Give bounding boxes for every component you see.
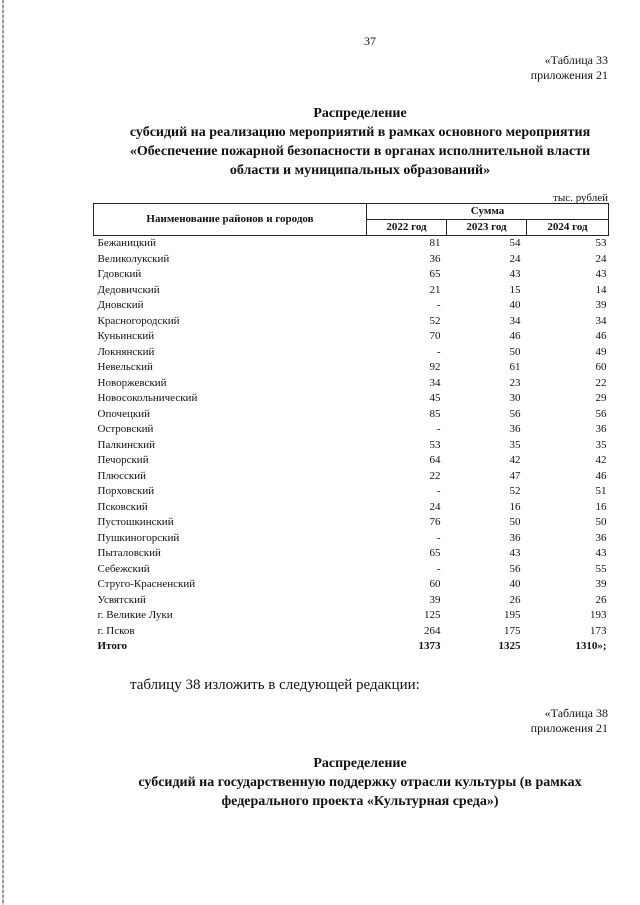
heading-table-38-line3: федерального проекта «Культурная среда») [221, 794, 499, 809]
amount-cell: - [436, 562, 441, 575]
amount-cell: 43 [595, 547, 607, 559]
amount-cell: 50 [509, 345, 521, 358]
amount-cell: 264 [424, 624, 441, 637]
amount-cell: 56 [509, 407, 521, 420]
amount-cell: 43 [595, 268, 607, 280]
amount-cell: 15 [509, 283, 521, 296]
table-row [94, 360, 609, 376]
amount-cell: 54 [509, 237, 521, 249]
amount-cell: 64 [429, 454, 441, 466]
district-name: г. Псков [97, 624, 135, 637]
column-header-year: 2022 год [367, 220, 447, 236]
amount-cell: 30 [509, 392, 521, 404]
district-name: Гдовский [97, 268, 142, 280]
amount-cell: 36 [509, 423, 521, 435]
heading-table-33-line2: субсидий на реализацию мероприятий в рамках основного мероприятия [129, 125, 591, 140]
column-header-year: 2023 год [447, 220, 527, 236]
amount-cell: 55 [595, 562, 607, 575]
heading-table-38 [60, 754, 640, 811]
table-row [94, 407, 609, 423]
amount-cell: 53 [595, 237, 607, 249]
amount-cell: 34 [429, 376, 441, 389]
amount-cell: 22 [429, 469, 441, 482]
table-note-38-line2: приложения 21 [530, 721, 608, 735]
table-row [94, 562, 609, 578]
amount-cell: 26 [595, 593, 607, 606]
amount-cell: - [436, 299, 441, 311]
district-name: Дедовичский [97, 283, 160, 296]
table-row [94, 531, 609, 547]
amount-cell: 16 [509, 500, 521, 513]
district-name: Пыталовский [97, 547, 161, 559]
amount-cell: 46 [595, 469, 607, 482]
amount-cell: 70 [429, 330, 441, 342]
amount-cell: 125 [424, 609, 441, 621]
district-name: Дновский [97, 299, 144, 311]
district-name: Куньинский [97, 330, 155, 342]
amount-cell: - [436, 531, 441, 544]
amount-cell: 14 [595, 283, 607, 296]
district-name: Печорский [97, 454, 149, 466]
table-note-38-line1: «Таблица 38 [544, 706, 608, 720]
heading-table-33-line1: Распределение [313, 106, 407, 121]
district-name: Пустошкинский [97, 516, 174, 528]
amount-cell: 65 [429, 268, 441, 280]
table-body [94, 236, 609, 655]
amount-cell: 53 [429, 438, 441, 451]
amount-cell: 42 [509, 454, 521, 466]
district-name: Псковский [97, 500, 148, 513]
amount-cell: 50 [509, 516, 521, 528]
district-name: Островский [97, 423, 154, 435]
amount-cell: 173 [590, 624, 607, 637]
table-row [94, 267, 609, 283]
district-name: Бежаницкий [97, 237, 156, 249]
scan-edge [2, 0, 4, 905]
amount-cell: 193 [590, 609, 607, 621]
table-row [94, 515, 609, 531]
column-header-year: 2024 год [527, 220, 609, 236]
heading-table-38-line1: Распределение [313, 756, 407, 771]
district-name: Палкинский [97, 438, 156, 451]
amount-cell: 50 [595, 516, 607, 528]
heading-table-38-line2: субсидий на государственную поддержку отрасли культуры (в рамках [138, 775, 582, 790]
table-row [94, 329, 609, 345]
table-row [94, 376, 609, 392]
page-number: 37 [364, 34, 376, 48]
district-name: Плюсский [97, 469, 147, 482]
amount-cell: 34 [509, 314, 521, 327]
district-name: Великолукский [97, 252, 170, 265]
table-row [94, 314, 609, 330]
amount-cell: 22 [595, 376, 607, 389]
amount-cell: 60 [595, 361, 607, 373]
amount-cell: 46 [595, 330, 607, 342]
amount-cell: 1310»; [575, 640, 607, 652]
amount-cell: 1373 [418, 640, 441, 652]
amount-cell: 36 [509, 531, 521, 544]
amount-cell: 29 [595, 392, 607, 404]
table-row [94, 438, 609, 454]
amount-cell: 26 [509, 593, 521, 606]
amount-cell: 76 [429, 516, 441, 528]
amount-cell: 24 [509, 252, 521, 265]
district-name: Пушкиногорский [97, 531, 180, 544]
amount-cell: - [436, 345, 441, 358]
column-header-sum: Сумма [367, 204, 609, 220]
table-row [94, 283, 609, 299]
table-row [94, 298, 609, 314]
amount-cell: 40 [509, 299, 521, 311]
table-row [94, 391, 609, 407]
district-name: Новосокольнический [97, 392, 198, 404]
amount-cell: - [436, 423, 441, 435]
amount-cell: 175 [504, 624, 521, 637]
district-name: Усвятский [97, 593, 146, 606]
table-row [94, 608, 609, 624]
amount-cell: 39 [595, 299, 607, 311]
table-row [94, 236, 609, 252]
district-name: Локнянский [97, 345, 155, 358]
amount-cell: 23 [509, 376, 521, 389]
district-name: Итого [97, 640, 128, 652]
amount-cell: 1325 [498, 640, 521, 652]
column-header-name: Наименование районов и городов [94, 204, 367, 236]
district-name: Новоржевский [97, 376, 167, 389]
table-row [94, 577, 609, 593]
table-note-38 [531, 706, 608, 736]
table-row [94, 252, 609, 268]
amount-cell: 35 [595, 438, 607, 451]
amount-cell: 34 [595, 314, 607, 327]
district-name: Красногородский [97, 314, 180, 327]
heading-table-33 [60, 104, 640, 180]
amount-cell: 60 [429, 578, 441, 590]
heading-table-33-line4: области и муниципальных образований» [229, 163, 491, 178]
heading-table-33-line3: «Обеспечение пожарной безопасности в органах исполнительной власти [129, 144, 591, 159]
amount-cell: 81 [429, 237, 441, 249]
table-row [94, 345, 609, 361]
district-name: Опочецкий [97, 407, 150, 420]
table-note-33-line2: приложения 21 [530, 68, 608, 82]
amount-cell: 36 [595, 423, 607, 435]
amount-cell: 47 [509, 469, 521, 482]
amount-cell: 36 [429, 252, 441, 265]
amount-cell: 61 [509, 361, 521, 373]
district-name: г. Великие Луки [97, 609, 173, 621]
amount-cell: 52 [429, 314, 441, 327]
amount-cell: 195 [504, 609, 521, 621]
district-name: Порховский [97, 485, 155, 497]
units-label: тыс. рублей [553, 192, 608, 204]
amount-cell: 56 [595, 407, 607, 420]
table-note-33 [531, 53, 608, 83]
amount-cell: 35 [509, 438, 521, 451]
table-row [94, 484, 609, 500]
amount-cell: 36 [595, 531, 607, 544]
subsidy-table [93, 203, 609, 655]
district-name: Себежский [97, 562, 150, 575]
amount-cell: 43 [509, 268, 521, 280]
amount-cell: 24 [429, 500, 441, 513]
amount-cell: 46 [509, 330, 521, 342]
table-row [94, 469, 609, 485]
amount-cell: 65 [429, 547, 441, 559]
total-row [94, 639, 609, 655]
amount-cell: - [436, 485, 441, 497]
amount-cell: 40 [509, 578, 521, 590]
amount-cell: 49 [595, 345, 607, 358]
table-row [94, 453, 609, 469]
amount-cell: 42 [595, 454, 607, 466]
district-name: Струго-Красненский [97, 578, 196, 590]
amount-cell: 45 [429, 392, 441, 404]
amount-cell: 51 [595, 485, 607, 497]
amount-cell: 24 [595, 252, 607, 265]
amount-cell: 16 [595, 500, 607, 513]
table-row [94, 500, 609, 516]
amount-cell: 39 [595, 578, 607, 590]
amount-cell: 21 [429, 283, 441, 296]
amount-cell: 85 [429, 407, 441, 420]
table-row [94, 422, 609, 438]
table-note-33-line1: «Таблица 33 [544, 53, 608, 67]
instruction-paragraph: таблицу 38 изложить в следующей редакции: [130, 677, 420, 693]
amount-cell: 39 [429, 593, 441, 606]
table-row [94, 593, 609, 609]
amount-cell: 52 [509, 485, 521, 497]
amount-cell: 56 [509, 562, 521, 575]
district-name: Невельский [97, 361, 153, 373]
amount-cell: 92 [429, 361, 441, 373]
amount-cell: 43 [509, 547, 521, 559]
table-row [94, 546, 609, 562]
table-row [94, 624, 609, 640]
